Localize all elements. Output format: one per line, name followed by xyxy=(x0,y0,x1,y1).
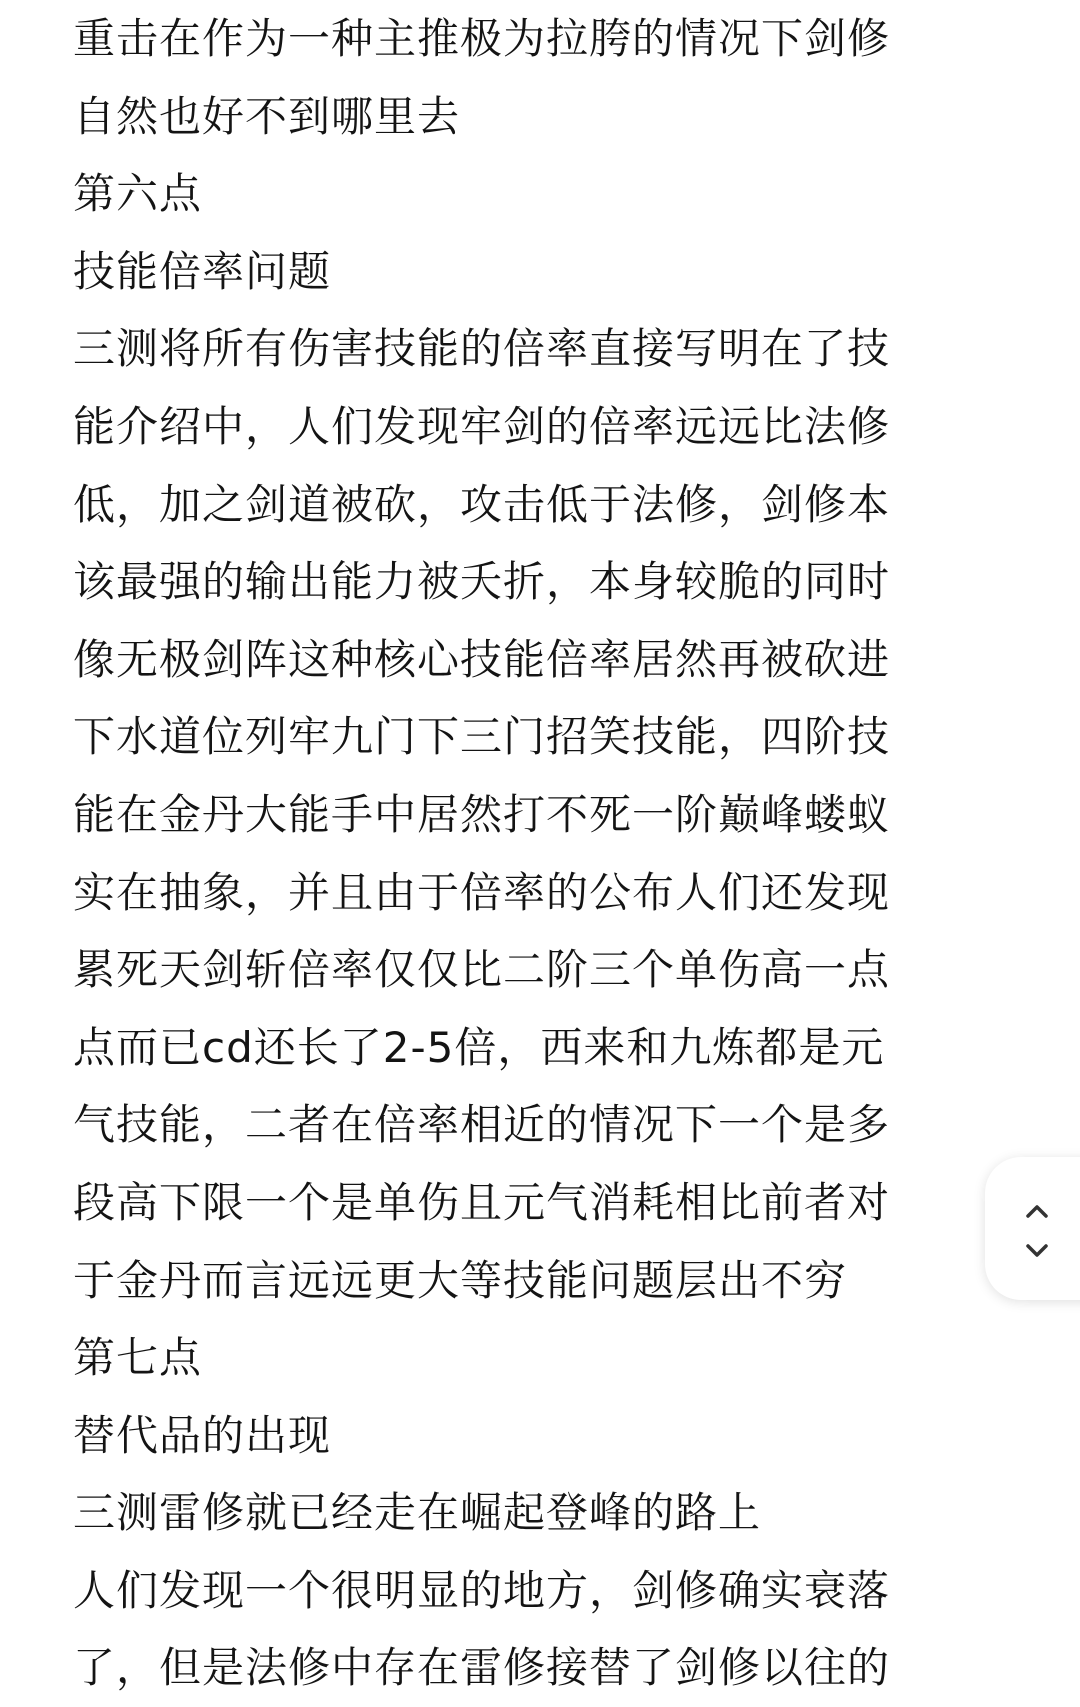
article-line: 三测雷修就已经走在崛起登峰的路上 xyxy=(73,1488,762,1538)
article-line: 气技能，二者在倍率相近的情况下一个是多 xyxy=(73,1100,891,1150)
article-line: 了，但是法修中存在雷修接替了剑修以往的 xyxy=(73,1643,891,1693)
article-line: 像无极剑阵这种核心技能倍率居然再被砍进 xyxy=(73,634,891,684)
article-line: 于金丹而言远远更大等技能问题层出不穷 xyxy=(73,1255,848,1305)
article-line: 第七点 xyxy=(73,1333,203,1383)
article-line: 下水道位列牢九门下三门招笑技能，四阶技 xyxy=(73,712,891,762)
article-line: 重击在作为一种主推极为拉胯的情况下剑修 xyxy=(73,14,891,63)
article-line: 技能倍率问题 xyxy=(73,246,332,296)
article-body xyxy=(73,0,993,1707)
article-line: 实在抽象，并且由于倍率的公布人们还发现 xyxy=(73,867,891,917)
article-line: 自然也好不到哪里去 xyxy=(73,91,461,141)
article-line: 能介绍中，人们发现牢剑的倍率远远比法修 xyxy=(73,401,891,451)
chevron-up-icon[interactable] xyxy=(1021,1195,1053,1227)
scroll-navigation-widget xyxy=(985,1157,1080,1300)
article-line: 低，加之剑道被砍，攻击低于法修，剑修本 xyxy=(73,479,891,529)
article-line: 累死天剑斩倍率仅仅比二阶三个单伤高一点 xyxy=(73,945,891,995)
article-line: 替代品的出现 xyxy=(73,1410,332,1460)
article-line: 人们发现一个很明显的地方，剑修确实衰落 xyxy=(73,1565,891,1615)
article-line: 三测将所有伤害技能的倍率直接写明在了技 xyxy=(73,324,891,374)
article-line: 段高下限一个是单伤且元气消耗相比前者对 xyxy=(73,1177,891,1227)
article-line: 点而已cd还长了2-5倍，西来和九炼都是元 xyxy=(73,1022,885,1072)
chevron-down-icon[interactable] xyxy=(1021,1235,1053,1267)
article-line: 该最强的输出能力被夭折，本身较脆的同时 xyxy=(73,557,891,607)
article-line: 第六点 xyxy=(73,169,203,219)
article-line: 能在金丹大能手中居然打不死一阶巅峰蝼蚁 xyxy=(73,789,891,839)
